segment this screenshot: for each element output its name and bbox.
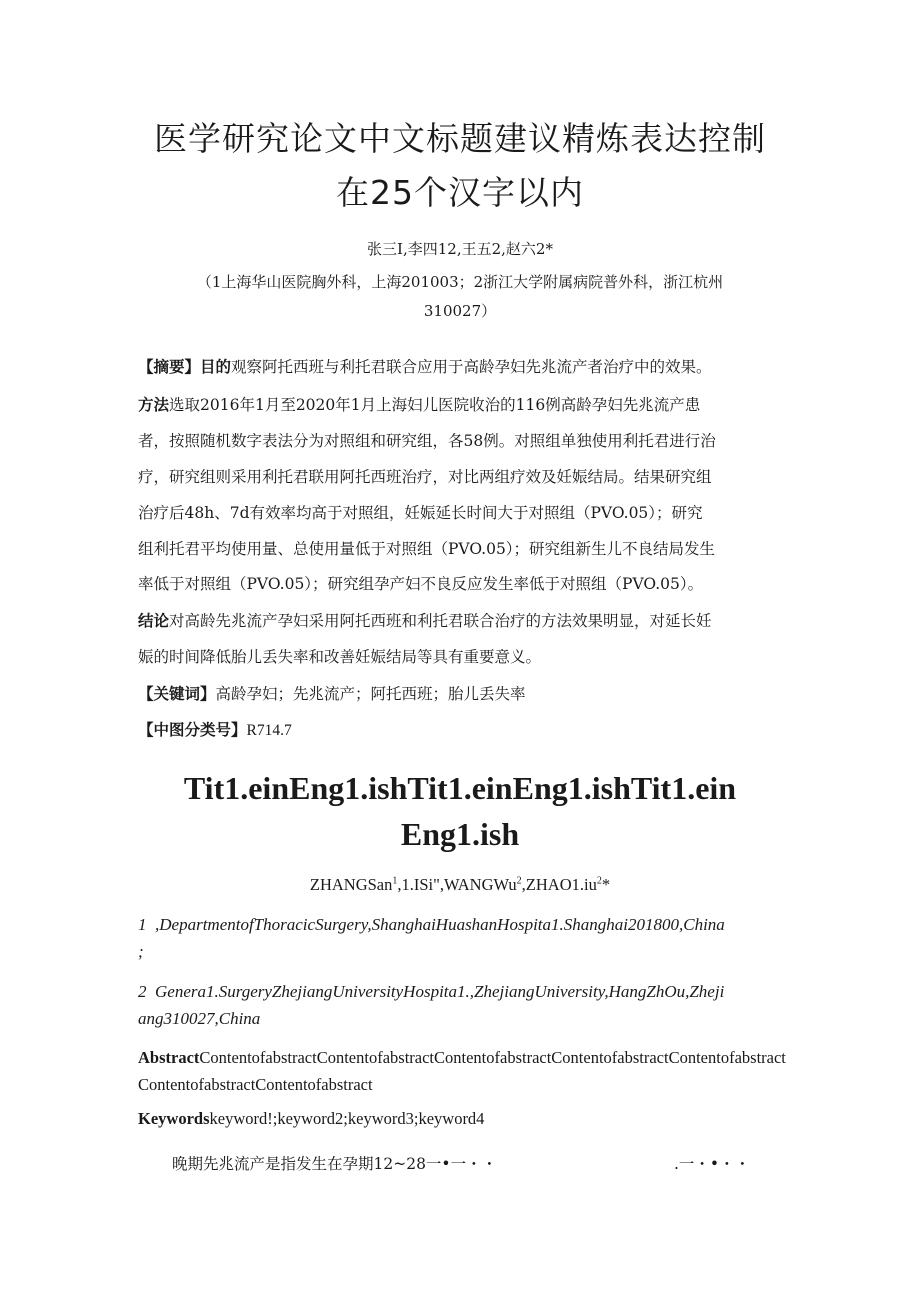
title-cn-line1: 医学研究论文中文标题建议精炼表达控制 xyxy=(154,119,766,158)
keywords-en xyxy=(138,1105,788,1132)
title-en-line2: Eng1.ish xyxy=(400,816,520,852)
affiliation-en-2-line1: 2 Genera1.SurgeryZhejiangUniversityHospita1.,ZhejiangUniversity,HangZhOu,Zheji xyxy=(138,982,725,1001)
keywords-cn-text: 高龄孕妇；先兆流产；阿托西班；胎儿丢失率 xyxy=(215,685,526,703)
abstract-cn-line2 xyxy=(138,393,788,415)
clc-text: R714.7 xyxy=(246,722,292,739)
conclusion-label: 结论 xyxy=(138,611,170,630)
objective-label: 目的 xyxy=(200,357,232,376)
title-en-line1: Tit1.einEng1.ishTit1.einEng1.ishTit1.ein xyxy=(183,770,737,806)
abstract-en-text: ContentofabstractContentofabstractContentofabstractContentofabstractContentofabstractContentofabstractContentofabstract xyxy=(138,1048,786,1094)
abstract-cn-line5: 治疗后48h、7d有效率均高于对照组，妊娠延长时间大于对照组（PVO.05）；研究 xyxy=(138,504,703,522)
abstract-cn-line9: 娠的时间降低胎儿丢失率和改善妊娠结局等具有重要意义。 xyxy=(138,648,542,666)
clc-label: 【中图分类号】 xyxy=(138,720,247,739)
author-sup: 2 xyxy=(516,875,522,887)
abstract-cn-line1 xyxy=(138,355,788,377)
clc-number xyxy=(138,718,788,740)
abstract-en-label: Abstract xyxy=(138,1048,200,1067)
affiliation-en-1-line2: ; xyxy=(138,942,144,961)
abstract-cn-line7: 率低于对照组（PVO.05）；研究组孕产妇不良反应发生率低于对照组（PVO.05）。 xyxy=(138,575,704,593)
affiliations-cn-line2: 310027） xyxy=(423,302,497,320)
abstract-en xyxy=(138,1044,788,1098)
author-en: ,1.ISi",WANGWu xyxy=(397,875,517,894)
abstract-cn-line3: 者，按照随机数字表法分为对照组和研究组，各58例。对照组单独使用利托君进行治 xyxy=(138,432,716,450)
author-sup: 2 xyxy=(596,875,602,887)
abstract-cn-line6: 组利托君平均使用量、总使用量低于对照组（PVO.05）；研究组新生儿不良结局发生 xyxy=(138,540,716,558)
author-en: ,ZHAO1.iu xyxy=(521,875,597,894)
authors-cn: 张三I,李四12,王五2,赵六2* xyxy=(367,240,553,258)
abstract-cn-text: 对高龄先兆流产孕妇采用阿托西班和利托君联合治疗的方法效果明显，对延长妊 xyxy=(169,612,712,630)
method-label: 方法 xyxy=(138,395,170,414)
author-en: * xyxy=(601,875,611,894)
affiliations-cn-line1: （1上海华山医院胸外科，上海201003；2浙江大学附属病院普外科，浙江杭州 xyxy=(196,273,724,291)
abstract-cn-line8 xyxy=(138,609,788,631)
keywords-cn-label: 【关键词】 xyxy=(138,684,216,703)
abstract-cn-label: 【摘要】 xyxy=(138,357,201,376)
affiliation-en-2-line2: ang310027,China xyxy=(138,1009,261,1028)
abstract-cn-text: 选取2016年1月至2020年1月上海妇儿医院收治的116例高龄孕妇先兆流产患 xyxy=(169,396,701,414)
affiliation-en-1-line1: 1 ,DepartmentofThoracicSurgery,ShanghaiHuashanHospita1.Shanghai201800,China xyxy=(138,915,725,934)
title-cn-line2: 在25个汉字以内 xyxy=(336,173,584,212)
keywords-en-text: keyword!;keyword2;keyword3;keyword4 xyxy=(209,1109,485,1128)
keywords-en-label: Keywords xyxy=(138,1109,210,1128)
keywords-cn xyxy=(138,682,788,704)
authors-en xyxy=(100,875,820,895)
author-en: ZHANGSan xyxy=(309,875,393,894)
body-text-start: 晚期先兆流产是指发生在孕期12~28一•一・・ xyxy=(172,1155,498,1173)
body-text-fragment: .一・•・・ xyxy=(674,1155,751,1173)
abstract-cn-line4: 疗，研究组则采用利托君联用阿托西班治疗，对比两组疗效及妊娠结局。结果研究组 xyxy=(138,468,712,486)
abstract-cn-text: 观察阿托西班与利托君联合应用于高龄孕妇先兆流产者治疗中的效果。 xyxy=(231,358,712,376)
author-sup: 1 xyxy=(392,875,398,887)
